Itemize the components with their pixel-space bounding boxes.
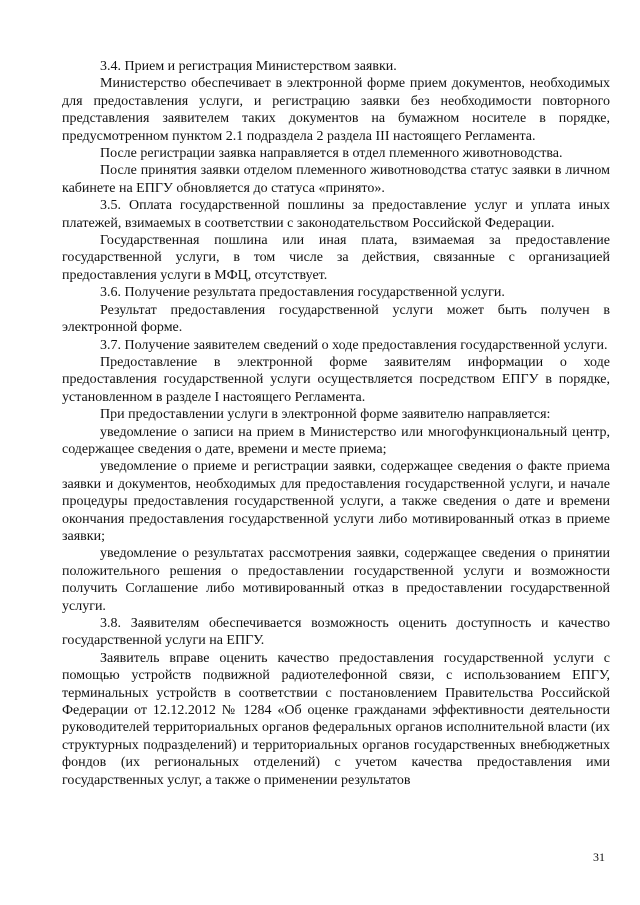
page-number: 31	[593, 850, 605, 864]
paragraph-result-electronic: Результат предоставления государственной услуги может быть получен в электронной форме.	[62, 302, 610, 336]
paragraph-3-5-heading: 3.5. Оплата государственной пошлины за предоставление услуг и уплата иных платежей, взимаемых в соответствии с законодательством Российской Федерации.	[62, 198, 610, 231]
paragraph-electronic-reception: Министерство обеспечивает в электронной форме прием документов, необходимых для предоставления услуги, и регистрацию заявки без необходимости повторного представления заявителем таких документов на бумажном носителе в порядке, предусмотренном пунктом 2.1 подраздела 2 раздела III настоящего Регламента.	[62, 76, 610, 144]
paragraph-3-8-heading: 3.8. Заявителям обеспечивается возможность оценить доступность и качество государственной услуги на ЕПГУ.	[62, 616, 610, 649]
paragraph-no-fee: Государственная пошлина или иная плата, взимаемая за предоставление государственной услуги, в том числе за действия, связанные с организацией предоставления услуги в МФЦ, отсутствует.	[62, 233, 610, 283]
paragraph-result-notice: уведомление о результатах рассмотрения заявки, содержащее сведения о принятии положительного решения о предоставлении государственной услуги и возможности получить Соглашение либо мотивированный отказ в предоставлении государственной услуги.	[62, 546, 610, 614]
paragraph-registration-routing: После регистрации заявка направляется в отдел племенного животноводства.	[100, 146, 563, 162]
paragraph-registration-notice: уведомление о приеме и регистрации заявки, содержащее сведения о факте приема заявки и документов, необходимых для предоставления государственной услуги, и начале процедуры предоставления государственной услуги, а также сведения о дате и времени окончания предоставления государственной услуги либо мотивированный отказ в приеме заявки;	[62, 459, 610, 544]
paragraph-progress-info: Предоставление в электронной форме заявителям информации о ходе предоставления государственной услуги осуществляется посредством ЕПГУ в порядке, установленном в разделе I настоящего Регламента.	[62, 354, 610, 405]
paragraph-status-update: После принятия заявки отделом племенного животноводства статус заявки в личном кабинете на ЕПГУ обновляется до статуса «принято».	[62, 163, 610, 196]
paragraph-appointment-notice: уведомление о записи на прием в Министерство или многофункциональный центр, содержащее сведения о дате, времени и месте приема;	[62, 424, 610, 457]
paragraph-3-4-heading: 3.4. Прием и регистрация Министерством заявки.	[100, 59, 397, 74]
paragraph-quality-assessment: Заявитель вправе оценить качество предоставления государственной услуги с помощью устройств подвижной радиотелефонной связи, с использованием ЕПГУ, терминальных устройств в соответствии с постановлением Правительства Российской Федерации от 12.12.2012 № 1284 «Об оценке гражданами эффективности деятельности руководителей территориальных органов федеральных органов исполнительной власти (их структурных подразделений) и территориальных органов государственных внебюджетных фондов (их региональных отделений) с учетом качества предоставления ими государственных услуг, а также о применении результатов	[62, 650, 610, 788]
paragraph-3-7-heading: 3.7. Получение заявителем сведений о ходе предоставления государственной услуги.	[100, 337, 608, 353]
document-page	[62, 58, 610, 789]
paragraph-3-6-heading: 3.6. Получение результата предоставления государственной услуги.	[100, 285, 505, 301]
paragraph-notifications-intro: При предоставлении услуги в электронной форме заявителю направляется:	[100, 407, 551, 423]
